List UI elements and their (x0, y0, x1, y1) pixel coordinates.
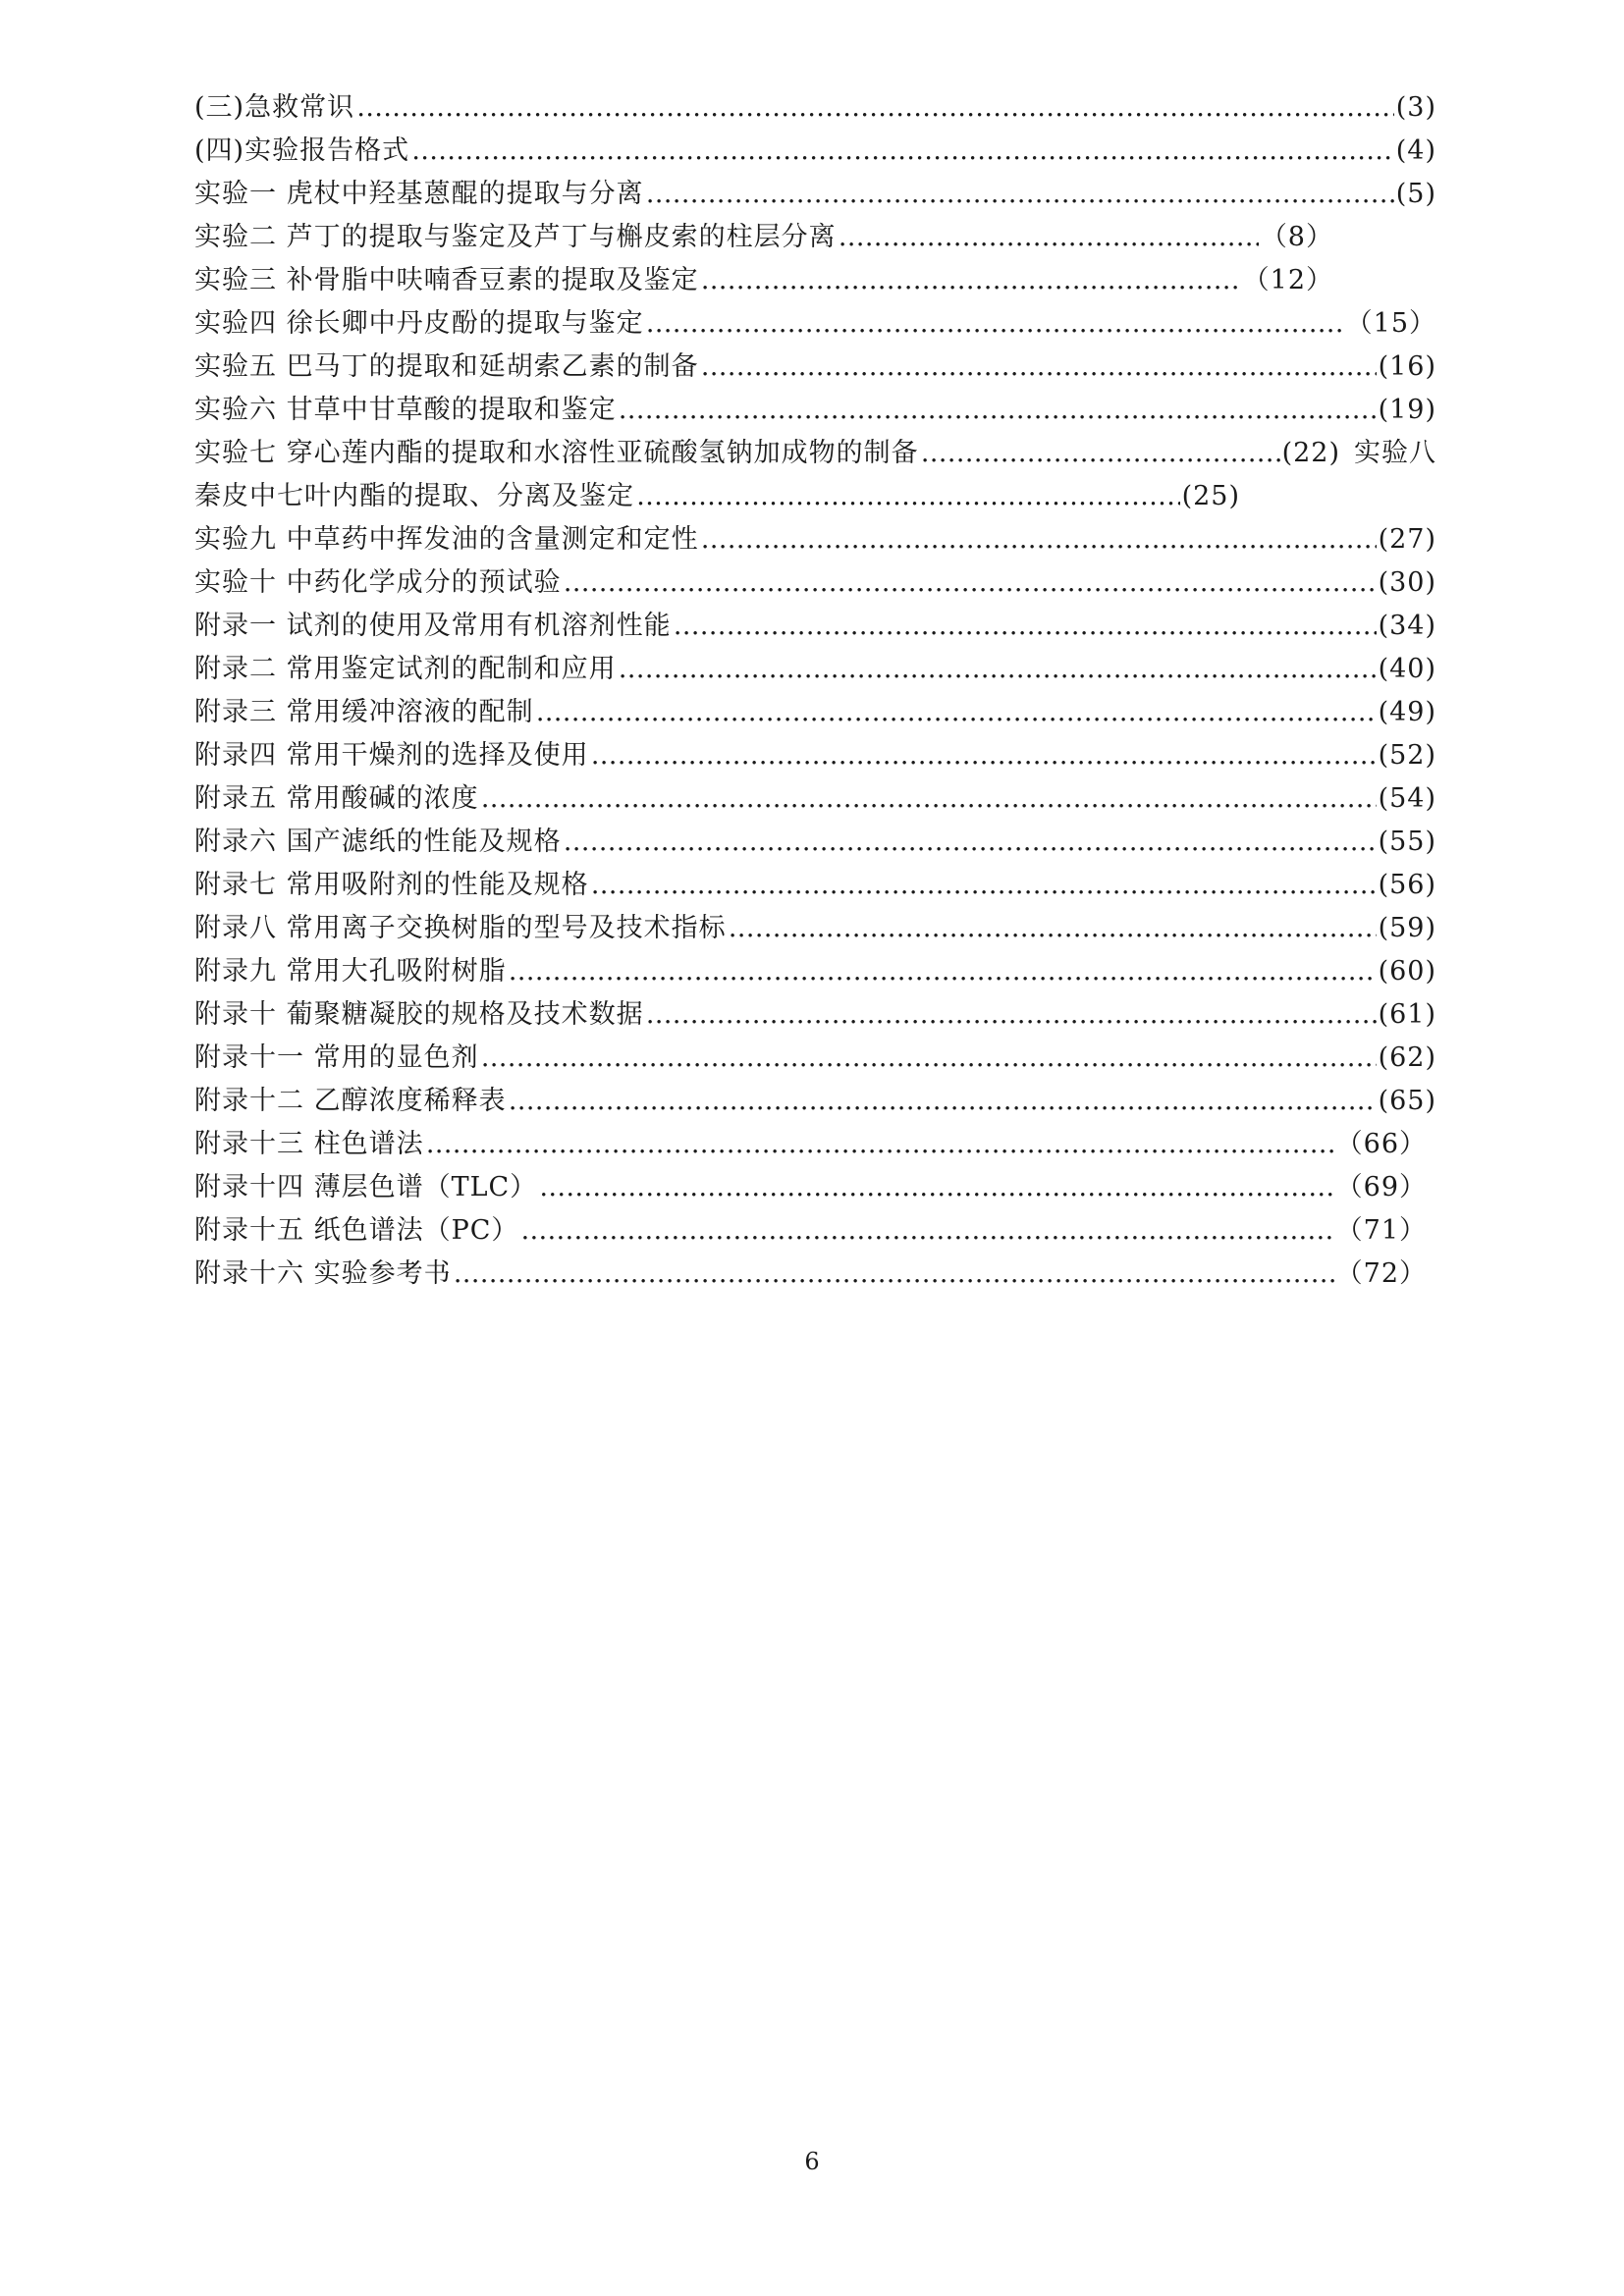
toc-entry[interactable] (194, 821, 1436, 864)
toc-leader-dots (646, 173, 1394, 216)
toc-leader-dots (674, 605, 1377, 648)
toc-entry[interactable] (194, 86, 1436, 130)
toc-leader-dots (619, 389, 1377, 432)
toc-leader-dots (509, 950, 1377, 993)
toc-entry-title: 实验四 徐长卿中丹皮酚的提取与鉴定 (194, 308, 644, 339)
toc-entry-page: (60) (1378, 956, 1436, 987)
toc-entry-title: 附录四 常用干燥剂的选择及使用 (194, 740, 589, 771)
toc-leader-dots (454, 1253, 1334, 1296)
toc-leader-dots (411, 130, 1394, 173)
toc-entry-page: (19) (1378, 395, 1436, 425)
toc-entry[interactable] (194, 993, 1436, 1037)
toc-entry-page: (40) (1378, 654, 1436, 684)
toc-entry-page: (49) (1378, 697, 1436, 727)
toc-entry[interactable] (194, 864, 1436, 907)
toc-entry-page: (4) (1395, 135, 1436, 166)
toc-entry-page: （71） (1335, 1215, 1427, 1246)
toc-entry-page: (54) (1378, 783, 1436, 814)
toc-leader-dots (536, 691, 1377, 734)
toc-entry-title: 实验七 穿心莲内酯的提取和水溶性亚硫酸氢钠加成物的制备 (194, 438, 919, 468)
toc-entry-page: （69） (1335, 1172, 1427, 1202)
toc-leader-dots (701, 346, 1377, 389)
toc-entry-title: 附录七 常用吸附剂的性能及规格 (194, 870, 589, 900)
toc-entry-title: 附录二 常用鉴定试剂的配制和应用 (194, 654, 617, 684)
toc-entry-page: (5) (1395, 179, 1436, 209)
page-number: 6 (804, 2148, 820, 2175)
toc-entry-title: 附录十 葡聚糖凝胶的规格及技术数据 (194, 999, 644, 1030)
toc-leader-dots (564, 561, 1377, 605)
toc-leader-dots (520, 1209, 1333, 1253)
toc-entry[interactable] (194, 691, 1436, 734)
toc-entry[interactable] (194, 1080, 1436, 1123)
toc-leader-dots (481, 1037, 1377, 1080)
toc-entry[interactable] (194, 346, 1436, 389)
toc-leader-dots (839, 216, 1259, 259)
toc-entry[interactable] (194, 1253, 1427, 1296)
toc-entry[interactable] (194, 432, 1436, 475)
toc-entry-title: 附录三 常用缓冲溶液的配制 (194, 697, 534, 727)
toc-entry-title: 附录五 常用酸碱的浓度 (194, 783, 479, 814)
toc-entry-title: 附录八 常用离子交换树脂的型号及技术指标 (194, 913, 727, 943)
toc-leader-dots (426, 1123, 1334, 1166)
toc-entry-title: (四)实验报告格式 (194, 135, 410, 166)
toc-entry[interactable] (194, 1037, 1436, 1080)
toc-entry-page: （15） (1345, 308, 1436, 339)
toc-entry[interactable] (194, 605, 1436, 648)
toc-entry-title: 附录一 试剂的使用及常用有机溶剂性能 (194, 611, 672, 641)
toc-entry-page: (3) (1395, 92, 1436, 123)
toc-entry[interactable] (194, 907, 1436, 950)
toc-leader-dots (646, 993, 1377, 1037)
toc-entry[interactable] (194, 259, 1333, 302)
toc-entry[interactable] (194, 518, 1436, 561)
toc-leader-dots (539, 1166, 1333, 1209)
toc-entry-page: (52) (1378, 740, 1436, 771)
toc-entry-title: 附录十四 薄层色谱（TLC） (194, 1172, 538, 1202)
toc-leader-dots (509, 1080, 1377, 1123)
toc-entry-title-continued: 实验八 (1354, 438, 1436, 468)
toc-leader-dots (646, 302, 1344, 346)
toc-entry-page: (25) (1181, 481, 1240, 511)
toc-entry[interactable] (194, 1209, 1427, 1253)
toc-leader-dots (481, 777, 1377, 821)
toc-entry-page: (16) (1378, 351, 1436, 382)
toc-leader-dots (701, 259, 1241, 302)
toc-entry-title: 实验六 甘草中甘草酸的提取和鉴定 (194, 395, 617, 425)
toc-leader-dots (564, 821, 1377, 864)
toc-entry-title: 附录十二 乙醇浓度稀释表 (194, 1086, 507, 1116)
toc-entry[interactable] (194, 302, 1436, 346)
toc-leader-dots (636, 475, 1180, 518)
toc-entry[interactable] (194, 777, 1436, 821)
table-of-contents (194, 86, 1436, 1296)
toc-entry[interactable] (194, 648, 1436, 691)
toc-entry[interactable] (194, 216, 1333, 259)
toc-leader-dots (729, 907, 1377, 950)
toc-entry-title: 实验三 补骨脂中呋喃香豆素的提取及鉴定 (194, 265, 699, 295)
toc-leader-dots (591, 864, 1377, 907)
toc-leader-dots (356, 86, 1394, 130)
toc-entry-page: (59) (1378, 913, 1436, 943)
toc-entry[interactable] (194, 475, 1240, 518)
toc-entry[interactable] (194, 1166, 1427, 1209)
toc-entry-title: (三)急救常识 (194, 92, 355, 123)
toc-entry-title: 实验一 虎杖中羟基蒽醌的提取与分离 (194, 179, 644, 209)
toc-entry[interactable] (194, 130, 1436, 173)
toc-entry-page: （8） (1260, 222, 1333, 252)
toc-leader-dots (921, 432, 1280, 475)
toc-entry-page: (34) (1378, 611, 1436, 641)
toc-entry-page: (62) (1378, 1042, 1436, 1073)
toc-entry-title: 实验十 中药化学成分的预试验 (194, 567, 562, 598)
toc-entry-page: (55) (1378, 827, 1436, 857)
toc-entry-title: 秦皮中七叶内酯的提取、分离及鉴定 (194, 481, 634, 511)
toc-entry-page: （12） (1242, 265, 1333, 295)
toc-leader-dots (619, 648, 1377, 691)
toc-entry-page: (65) (1378, 1086, 1436, 1116)
toc-entry-title: 实验五 巴马丁的提取和延胡索乙素的制备 (194, 351, 699, 382)
toc-entry-title: 实验九 中草药中挥发油的含量测定和定性 (194, 524, 699, 555)
toc-entry[interactable] (194, 389, 1436, 432)
toc-entry[interactable] (194, 561, 1436, 605)
toc-entry[interactable] (194, 950, 1436, 993)
toc-entry-page: （66） (1335, 1129, 1427, 1159)
toc-entry-page: (30) (1378, 567, 1436, 598)
toc-leader-dots (701, 518, 1377, 561)
toc-entry-title: 实验二 芦丁的提取与鉴定及芦丁与槲皮索的柱层分离 (194, 222, 837, 252)
toc-entry-title: 附录九 常用大孔吸附树脂 (194, 956, 507, 987)
toc-entry-title: 附录六 国产滤纸的性能及规格 (194, 827, 562, 857)
toc-entry-page: (27) (1378, 524, 1436, 555)
toc-leader-dots (591, 734, 1377, 777)
toc-entry[interactable] (194, 173, 1436, 216)
toc-entry-title: 附录十一 常用的显色剂 (194, 1042, 479, 1073)
toc-entry[interactable] (194, 1123, 1427, 1166)
toc-entry-page: (22) (1281, 438, 1340, 468)
toc-entry-title: 附录十五 纸色谱法（PC） (194, 1215, 519, 1246)
toc-entry-title: 附录十六 实验参考书 (194, 1258, 452, 1289)
toc-entry-page: (61) (1378, 999, 1436, 1030)
toc-entry-page: （72） (1335, 1258, 1427, 1289)
toc-entry-title: 附录十三 柱色谱法 (194, 1129, 424, 1159)
toc-entry-page: (56) (1378, 870, 1436, 900)
toc-entry[interactable] (194, 734, 1436, 777)
